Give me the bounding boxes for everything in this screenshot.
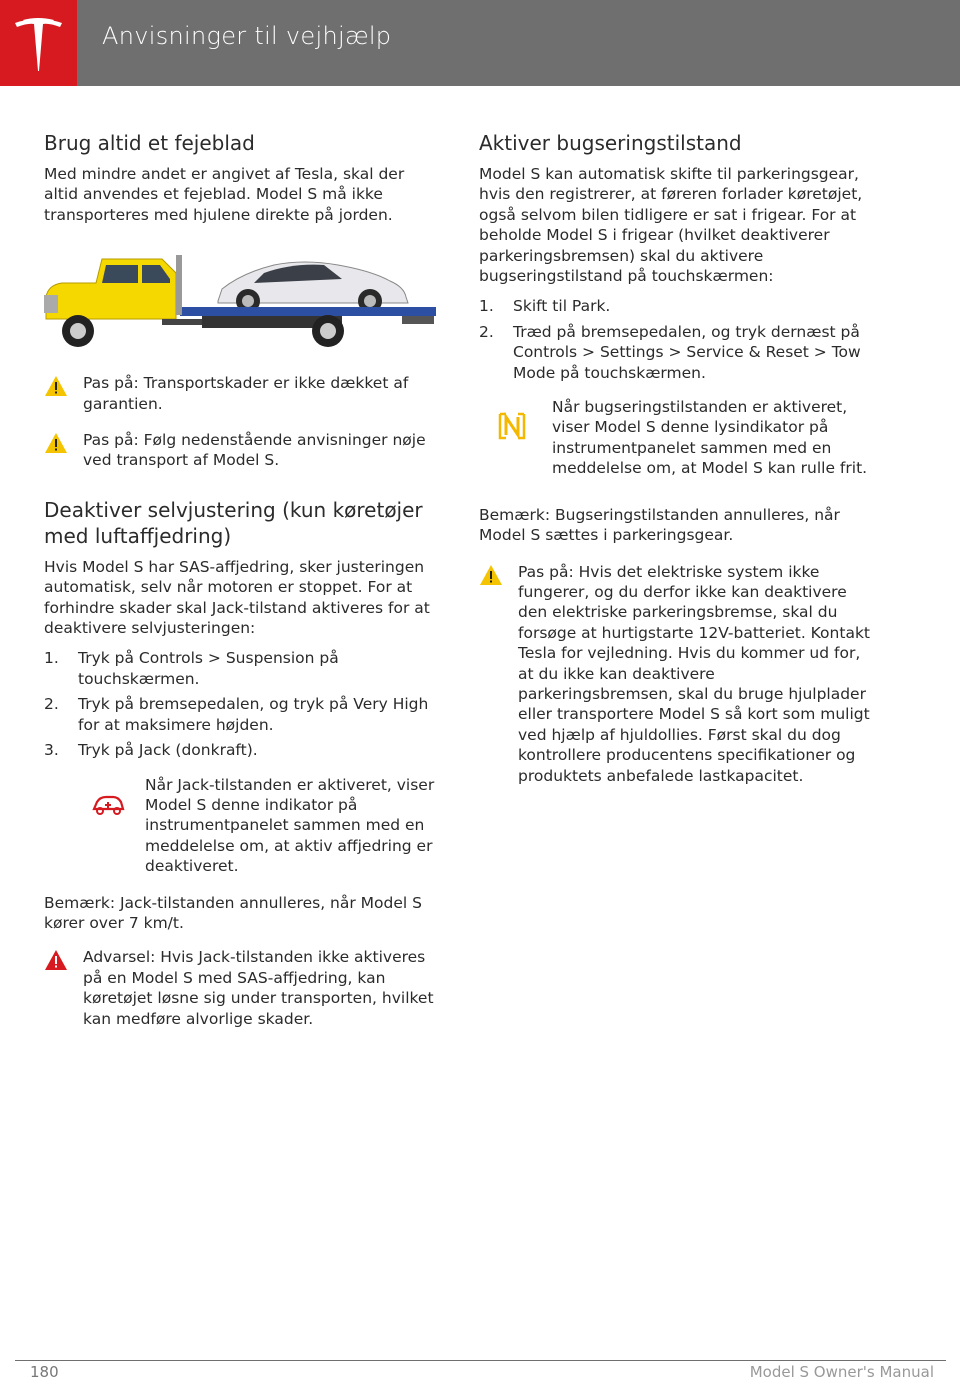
- footer-divider: [15, 1360, 946, 1361]
- list-item: [44, 740, 436, 760]
- tow-mode-indicator-callout: [479, 397, 871, 479]
- caution-callout: [479, 562, 871, 786]
- caution-callout: [44, 373, 436, 414]
- list-item: [479, 296, 871, 316]
- section-body-fejeblad: Med mindre andet er angivet af Tesla, skal der altid anvendes et fejeblad. Model S må ikke transporteres med hjulene direkte på jorden.: [44, 165, 405, 224]
- list-item: [44, 694, 436, 735]
- tesla-logo: [0, 0, 77, 86]
- section-heading-bugsering: Aktiver bugseringstilstand: [479, 131, 742, 155]
- page-header: [0, 0, 960, 86]
- left-column: [44, 130, 436, 1045]
- step-text: Tryk på bremsepedalen, og tryk på Very High for at maksimere højden.: [78, 695, 429, 734]
- indicator-text: Når Jack-tilstanden er aktiveret, viser Model S denne indikator på instrumentpanelet sammen med en meddelelse om, at aktiv affjedring er deaktiveret.: [145, 775, 435, 876]
- section-body-selvjustering: Hvis Model S har SAS-affjedring, sker justeringen automatisk, selv når motoren er stoppet. For at forhindre skader skal Jack-tilstand aktiveres for at deaktivere selvjusteringen:: [44, 557, 430, 638]
- warning-triangle-icon: [44, 949, 68, 971]
- step-text: Tryk på Controls > Suspension på touchskærmen.: [78, 649, 339, 688]
- list-item: [479, 322, 871, 383]
- indicator-text: Når bugseringstilstanden er aktiveret, viser Model S denne lysindikator på instrumentpanelet sammen med en meddelelse om, at Model S kan rulle frit.: [552, 398, 868, 478]
- caution-triangle-icon: [44, 432, 68, 454]
- manual-title: Model S Owner's Manual: [749, 1363, 934, 1381]
- step-text: Træd på bremsepedalen, og tryk dernæst på Controls > Settings > Service & Reset > Tow Mode på touchskærmen.: [513, 322, 861, 382]
- warning-callout: [44, 947, 436, 1029]
- step-text: Skift til Park.: [513, 297, 611, 316]
- steps-list: [479, 296, 871, 383]
- step-number: 3.: [44, 741, 59, 760]
- page-number: 180: [30, 1363, 59, 1381]
- section-heading-selvjustering: Deaktiver selvjustering (kun køretøjer med luftaffjedring): [44, 497, 423, 548]
- step-number: 2.: [44, 695, 59, 714]
- caution-text: Pas på: Hvis det elektriske system ikke fungerer, og du derfor ikke kan deaktivere den elektriske parkeringsbremse, skal du forsøge at hurtigstarte 12V-batteriet. Kontakt Tesla for vejledning. Hvis du kommer ud for, at du ikke kan deaktivere parkeringsbremsen, skal du bruge hjulplader eller transportere Model S så kort som muligt ved hjælp af hjuldollies. Først skal du dog kontrollere producentens specifikationer og produktets anbefalede lastkapacitet.: [518, 562, 870, 785]
- warning-text: Advarsel: Hvis Jack-tilstanden ikke aktiveres på en Model S med SAS-affjedring, kan køretøjet løsne sig under transporten, hvilket kan medføre alvorlige skader.: [83, 948, 434, 1028]
- caution-triangle-icon: [479, 564, 503, 586]
- flatbed-truck-illustration: [42, 251, 436, 355]
- tesla-t-icon: [13, 17, 64, 72]
- step-number: 1.: [44, 649, 59, 668]
- note-text: Bemærk: Bugseringstilstanden annulleres, når Model S sættes i parkeringsgear.: [479, 505, 840, 545]
- jack-mode-indicator-icon: [91, 793, 125, 817]
- caution-text: Pas på: Følg nedenstående anvisninger nøje ved transport af Model S.: [83, 431, 426, 470]
- right-column: [479, 130, 871, 802]
- note-text: Bemærk: Jack-tilstanden annulleres, når Model S kører over 7 km/t.: [44, 893, 422, 932]
- caution-triangle-icon: [44, 375, 68, 397]
- jack-indicator-callout: [44, 775, 436, 877]
- page-title: Anvisninger til vejhjælp: [102, 22, 392, 50]
- steps-list: [44, 648, 436, 760]
- section-heading-fejeblad: Brug altid et fejeblad: [44, 131, 255, 155]
- caution-callout: [44, 430, 436, 471]
- step-text: Tryk på Jack (donkraft).: [78, 741, 258, 760]
- caution-text: Pas på: Transportskader er ikke dækket af garantien.: [83, 374, 409, 413]
- section-body-bugsering: Model S kan automatisk skifte til parkeringsgear, hvis den registrerer, at føreren forlader køretøjet, også selvom bilen tidligere er sat i frigear. For at beholde Model S i frigear (hvilket deaktiverer parkeringsbremsen) skal du aktivere bugseringstilstand på touchskærmen:: [479, 165, 863, 286]
- tow-mode-n-indicator-icon: [497, 411, 527, 441]
- list-item: [44, 648, 436, 689]
- step-number: 1.: [479, 297, 494, 316]
- step-number: 2.: [479, 322, 494, 341]
